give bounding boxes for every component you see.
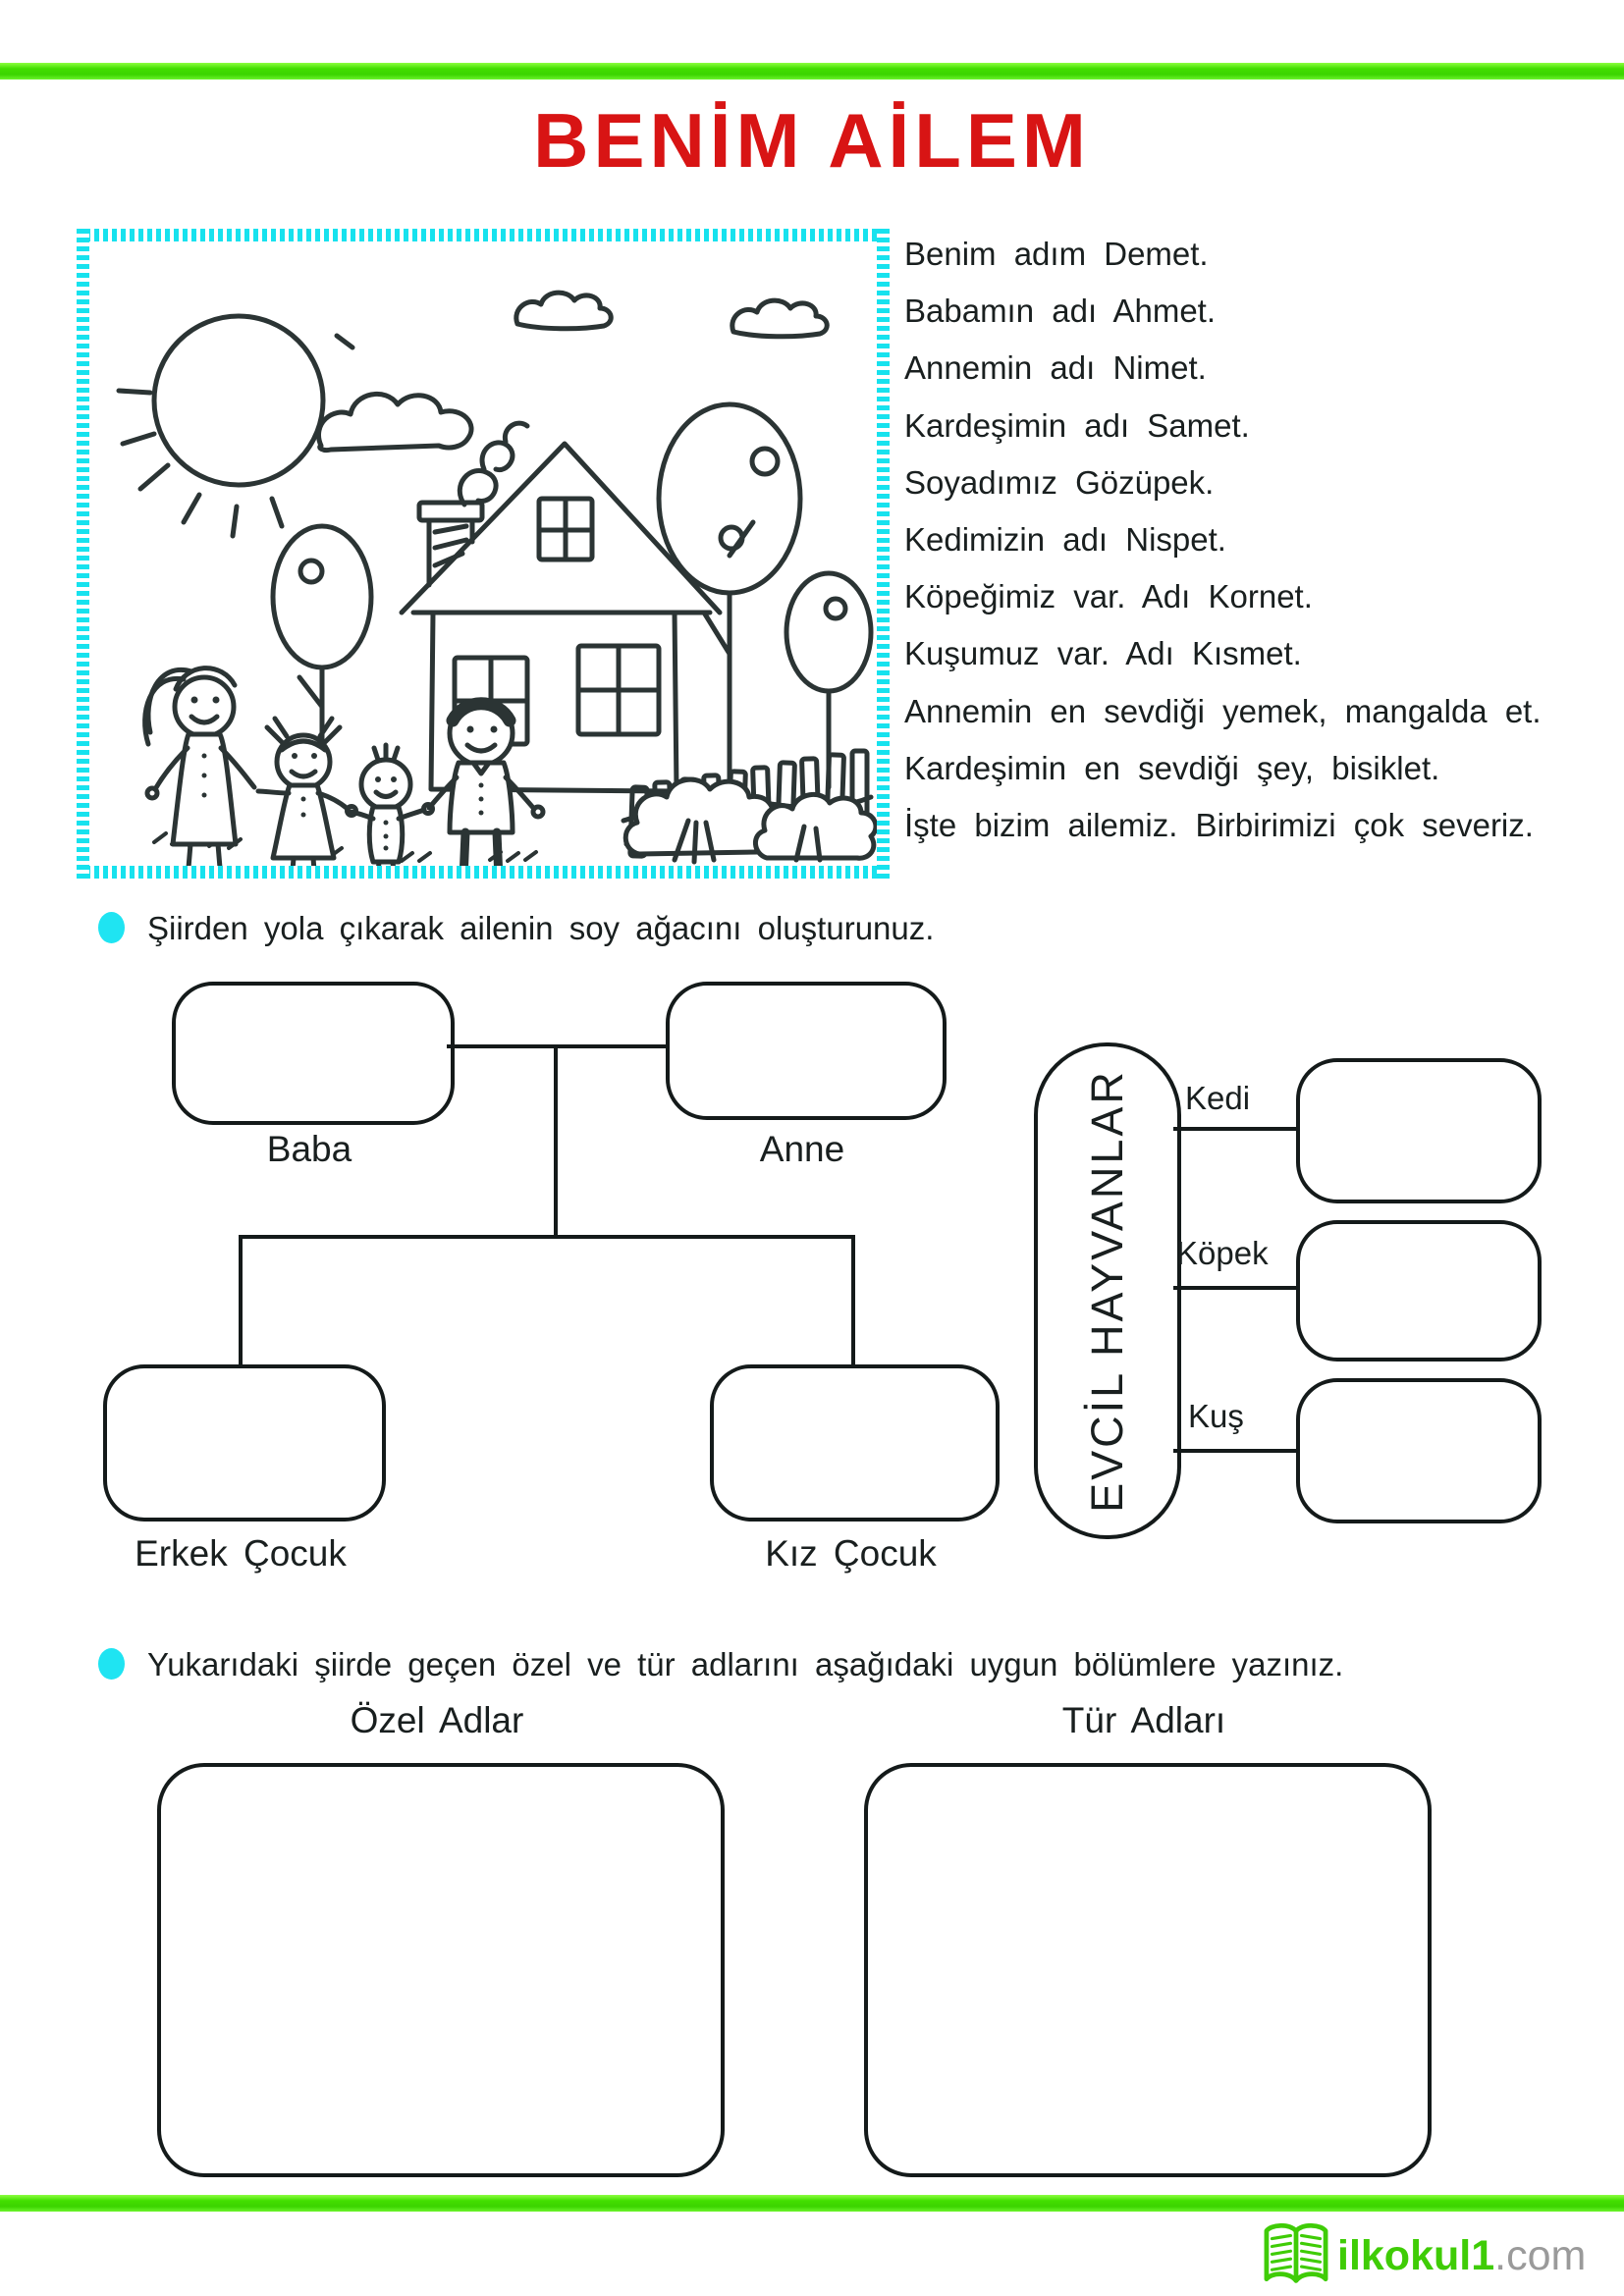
baby-figure <box>351 745 433 866</box>
pet-connector <box>1173 1286 1296 1290</box>
pet-box-cat[interactable] <box>1296 1058 1542 1203</box>
tree-icon <box>659 404 800 787</box>
pet-label-dog: Köpek <box>1176 1235 1269 1271</box>
poem-line: Kardeşimin adı Samet. <box>904 406 1250 444</box>
tree-label-daughter: Kız Çocuk <box>765 1533 937 1574</box>
open-book-icon <box>1259 2216 1333 2295</box>
answer-box-proper-nouns[interactable] <box>157 1763 725 2177</box>
pet-label-cat: Kedi <box>1185 1080 1251 1116</box>
cloud-icon <box>516 293 611 329</box>
top-green-bar <box>0 63 1624 80</box>
answer-box-common-nouns[interactable] <box>864 1763 1432 2177</box>
footer-domain: .com <box>1494 2231 1587 2279</box>
cloud-icon <box>732 300 827 337</box>
tree-connector <box>239 1235 243 1364</box>
footer-logo <box>1259 2216 1586 2295</box>
exercise1-instruction: Şiirden yola çıkarak ailenin soy ağacını oluşturunuz. <box>147 910 935 946</box>
poem-line: İşte bizim ailemiz. Birbirimizi çok severiz. <box>904 806 1534 843</box>
poem-line: Kedimizin adı Nispet. <box>904 520 1226 558</box>
poem <box>904 236 1621 864</box>
tree-box-son[interactable] <box>103 1364 386 1522</box>
tree-label-mother: Anne <box>759 1129 845 1169</box>
pet-box-bird[interactable] <box>1296 1378 1542 1523</box>
footer-brand: ilkokul1 <box>1337 2231 1495 2279</box>
poem-line: Benim adım Demet. <box>904 236 1209 272</box>
pet-connector <box>1173 1449 1296 1453</box>
frame-border-bottom <box>77 866 890 879</box>
poem-line: Annemin adı Nimet. <box>904 349 1207 387</box>
tree-connector <box>851 1235 855 1364</box>
poem-line: Kuşumuz var. Adı Kısmet. <box>904 635 1302 672</box>
cloud-icon <box>318 394 471 450</box>
tree-label-son: Erkek Çocuk <box>135 1533 347 1574</box>
frame-border-left <box>77 229 89 879</box>
sun-icon <box>119 316 352 536</box>
poem-line: Annemin en sevdiği yemek, mangalda et. <box>904 692 1542 729</box>
column-header-proper-nouns: Özel Adlar <box>350 1700 524 1740</box>
poem-line: Köpeğimiz var. Adı Kornet. <box>904 578 1313 615</box>
bottom-green-bar <box>0 2195 1624 2212</box>
pets-title: EVCİL HAYVANLAR <box>1082 1069 1132 1513</box>
frame-border-right <box>877 229 890 879</box>
instruction-bullet <box>98 1648 125 1680</box>
pet-label-bird: Kuş <box>1188 1398 1244 1434</box>
footer-logo-text <box>1337 2232 1586 2280</box>
poem-line: Soyadımız Gözüpek. <box>904 463 1215 501</box>
tree-box-father[interactable] <box>172 982 455 1125</box>
illustration-frame <box>77 229 890 879</box>
tree-box-daughter[interactable] <box>710 1364 1000 1522</box>
column-header-common-nouns: Tür Adları <box>1061 1700 1226 1740</box>
tree-label-father: Baba <box>266 1129 352 1169</box>
page-title: BENİM AİLEM <box>533 97 1091 184</box>
instruction-bullet <box>98 912 125 943</box>
family-house-illustration <box>89 241 877 866</box>
poem-line: Kardeşimin en sevdiği şey, bisiklet. <box>904 749 1440 786</box>
frame-border-top <box>77 229 890 241</box>
tree-box-mother[interactable] <box>666 982 947 1120</box>
tree-connector <box>239 1235 855 1239</box>
poem-line: Babamın adı Ahmet. <box>904 293 1217 330</box>
pets-title-pill <box>1034 1042 1181 1539</box>
pet-connector <box>1173 1127 1296 1131</box>
tree-connector <box>554 1044 558 1239</box>
pet-box-dog[interactable] <box>1296 1220 1542 1362</box>
girl-figure <box>258 719 356 866</box>
exercise2-instruction: Yukarıdaki şiirde geçen özel ve tür adlarını aşağıdaki uygun bölümlere yazınız. <box>147 1646 1344 1682</box>
